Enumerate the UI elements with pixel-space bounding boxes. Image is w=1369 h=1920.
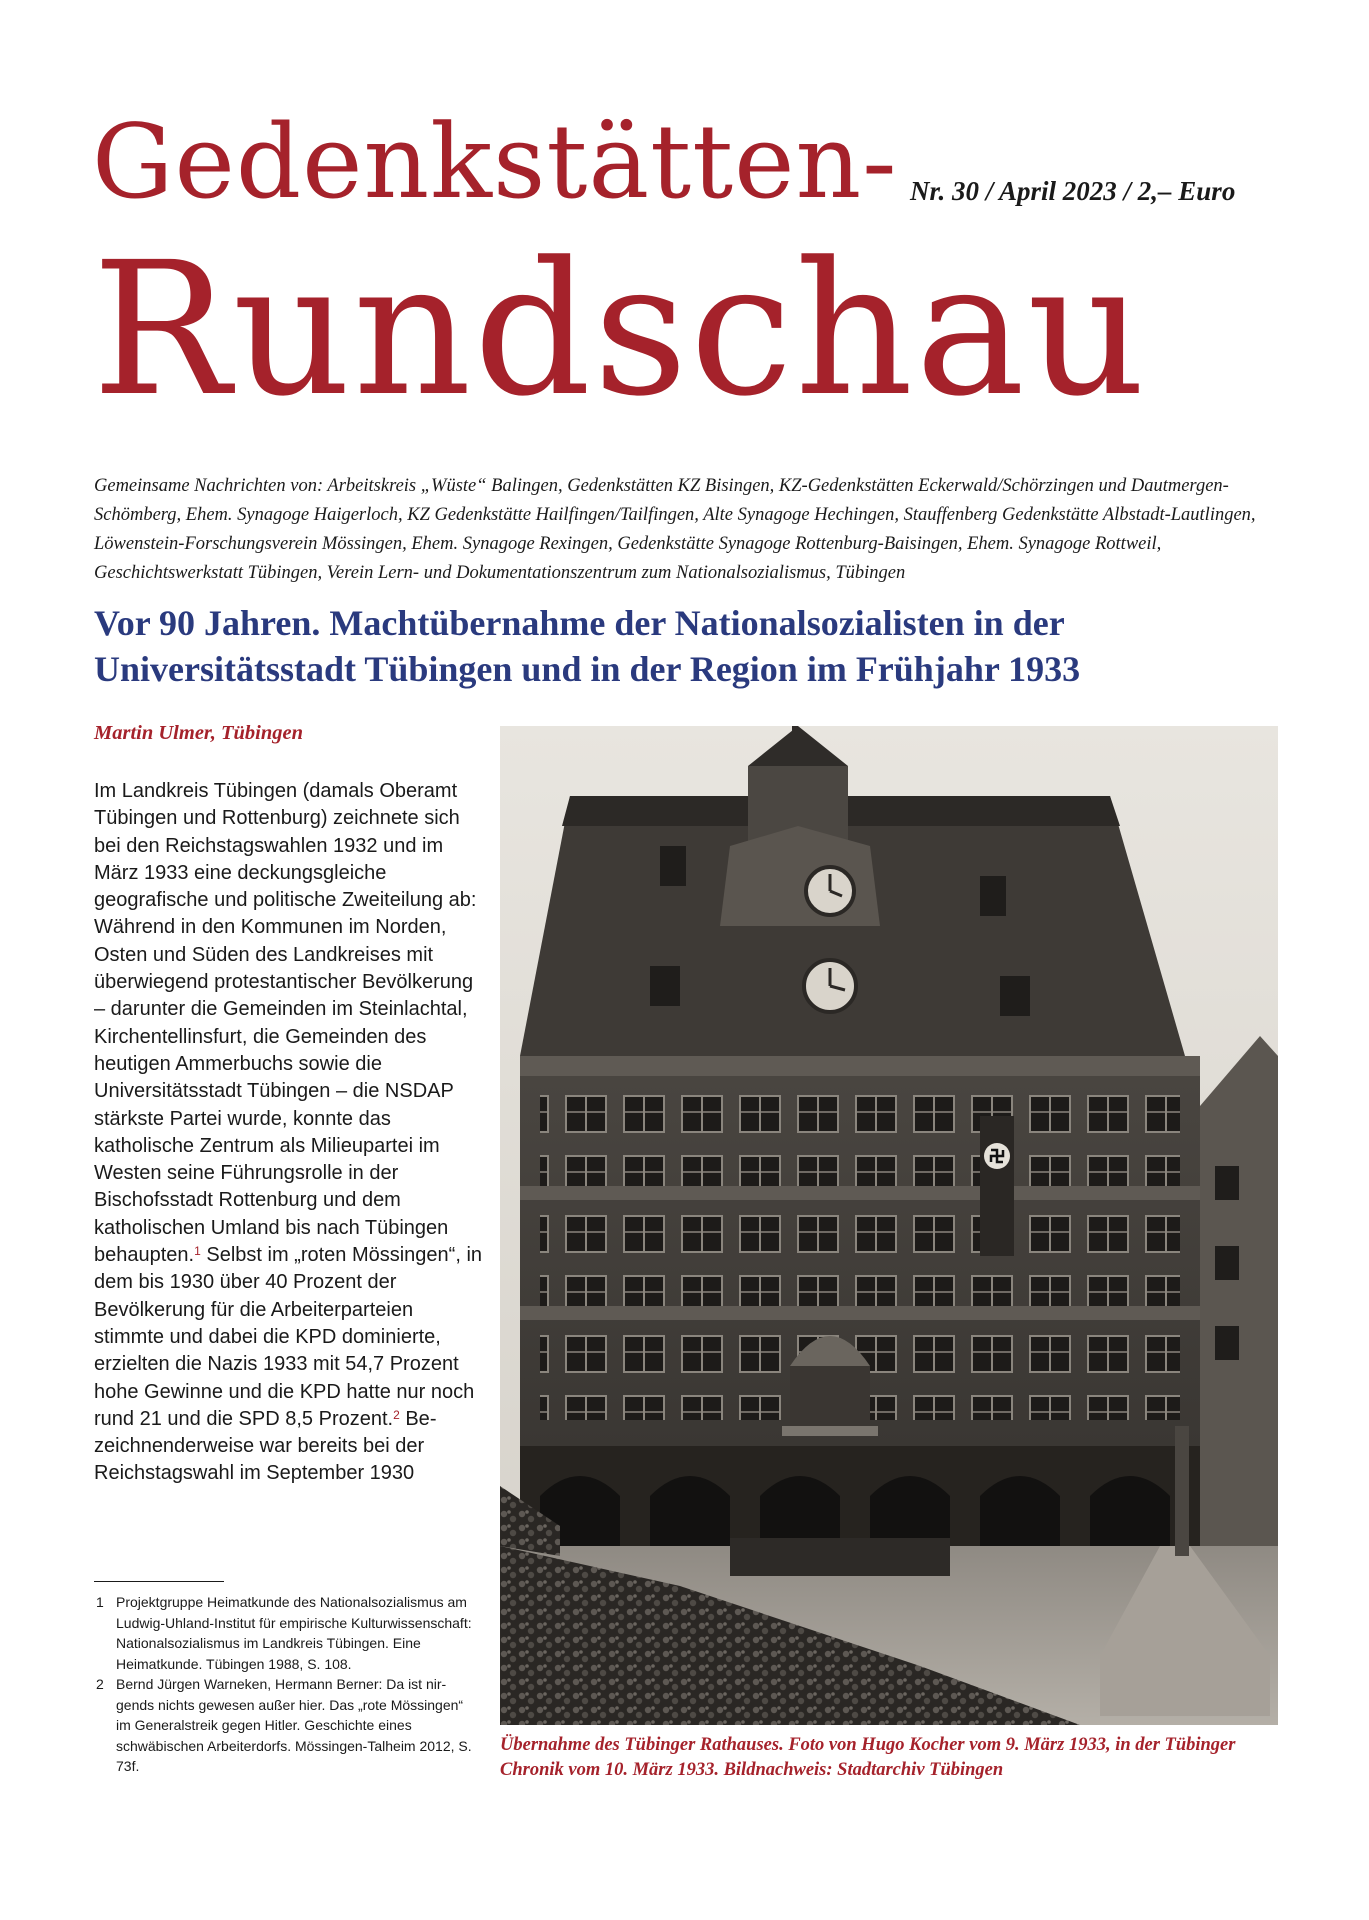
footnote-ref-1[interactable]: 1	[194, 1244, 201, 1259]
issue-info: Nr. 30 / April 2023 / 2,– Euro	[910, 176, 1236, 206]
footnote-number: 1	[96, 1594, 104, 1610]
footnote-2	[94, 1674, 474, 1777]
article-body	[94, 778, 484, 1488]
body-text-part1: Im Landkreis Tübingen (damals Oberamt Tübingen und Rottenburg) zeichnete sich bei den Reichstagswahlen 1932 und im März 1933 eine deckungsgleiche geografische und politische Zweiteilung ab: Während in den Kommunen im Norden, Osten und Süden des Landkreises mit überwiegend protestantischer Bevölkerung – darunter die Gemeinden im Steinlachtal, Kirchentellinsfurt, die Gemeinden des heutigen Ammerbuchs sowie die Universitätsstadt Tübingen – die NSDAP stärkste Partei wurde, konnte das katholische Zentrum als Milieupartei im Westen seine Führungsrolle in der Bischofsstadt Rottenburg und dem katholischen Umland bis nach Tübingen behaupten.	[94, 780, 477, 1267]
footnote-1	[94, 1592, 474, 1674]
body-text-part2: Selbst im „roten Mössingen“, in dem bis 1930 über 40 Prozent der Bevölkerung für die Arbeiterparteien stimmte und dabei die KPD dominierte, erzielten die Nazis 1933 mit 54,7 Prozent hohe Gewinne und die KPD hatte nur noch rund 21 und die SPD 8,5 Prozent.	[94, 1244, 483, 1430]
footnote-ref-2[interactable]: 2	[393, 1407, 400, 1422]
footnote-text: Bernd Jürgen Warneken, Hermann Berner: Da ist nirgends nichts gewesen außer hier. Das „rote Mössingen“ im Generalstreik gegen Hitler. Geschichte eines schwäbischen Arbeiterdorfs. Mössingen-Talheim 2012, S. 73f.	[116, 1676, 472, 1774]
footnote-number: 2	[96, 1676, 104, 1692]
article-byline: Martin Ulmer, Tübingen	[94, 722, 304, 744]
masthead-title-line1: Gedenkstätten-	[92, 103, 898, 222]
footnote-text: Projektgruppe Heimatkunde des Nationalsozialismus am Ludwig-Uhland-Institut für empirische Kulturwissenschaft: Nationalsozialismus im Landkreis Tübingen. Eine Heimatkunde. Tübingen 1988, S. 108.	[116, 1594, 472, 1672]
historical-photo	[500, 726, 1278, 1725]
body-text-part3: Bezeichnenderweise war bereits bei der Reichstagswahl im September 1930	[94, 1407, 437, 1485]
footnotes	[94, 1592, 474, 1777]
footnote-divider	[94, 1581, 224, 1582]
article-headline: Vor 90 Jahren. Machtübernahme der Nationalsozialisten in der Universitätsstadt Tübingen und in der Region im Frühjahr 1933	[94, 603, 1081, 689]
masthead-title-line2: Rundschau	[92, 223, 1148, 437]
partner-organizations: Gemeinsame Nachrichten von: Arbeitskreis „Wüste“ Balingen, Gedenkstätten KZ Bisingen, KZ-Gedenkstätten Eckerwald/Schörzingen und Dautmergen-Schömberg, Ehem. Synagoge Haigerloch, KZ Gedenkstätte Hailfingen/Tailfingen, Alte Synagoge Hechingen, Stauffenberg Gedenkstätte Albstadt-Lautlingen, Löwenstein-Forschungsverein Mössingen, Ehem. Synagoge Rexingen, Gedenkstätte Synagoge Rottenburg-Baisingen, Ehem. Synagoge Rottweil, Geschichtswerkstatt Tübingen, Verein Lern- und Dokumentationszentrum zum Nationalsozialismus, Tübingen	[94, 476, 1256, 583]
photo-caption: Übernahme des Tübinger Rathauses. Foto von Hugo Kocher vom 9. März 1933, in der Tübinger Chronik vom 10. März 1933. Bildnachweis: Stadtarchiv Tübingen	[500, 1735, 1236, 1780]
